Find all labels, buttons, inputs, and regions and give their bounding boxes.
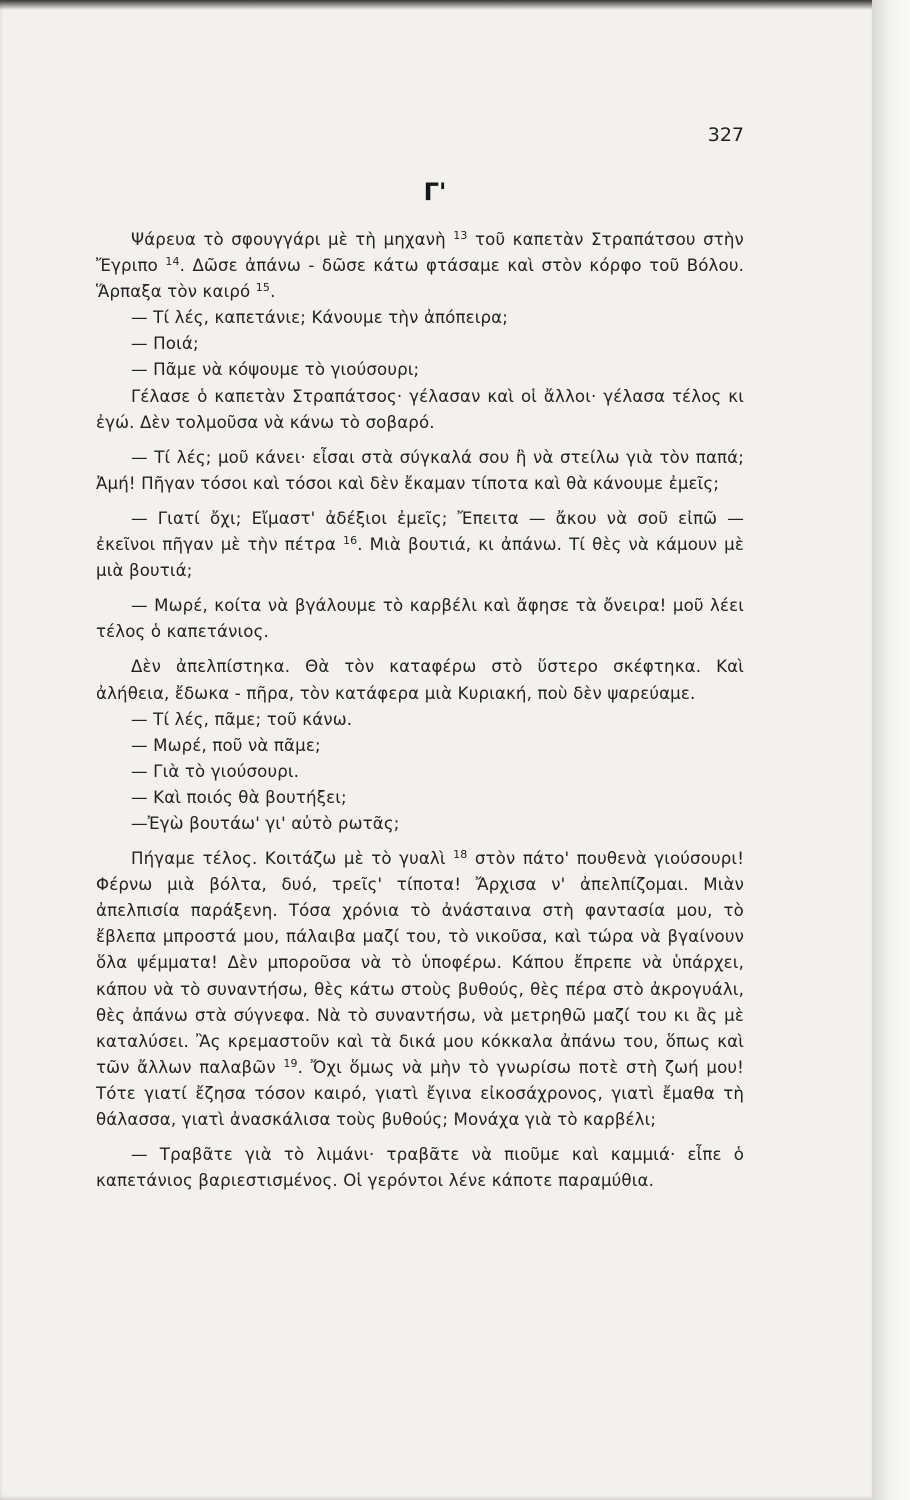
text-run: — Τί λές, καπετάνιε; Κάνουμε τὴν ἀπόπειρα; [131,308,509,328]
footnote-marker: 15 [255,281,271,295]
text-run: . [270,282,276,302]
footnote-marker: 19 [283,1056,298,1070]
text-run: — Γιὰ τὸ γιούσουρι. [131,761,300,781]
footnote-marker: 16 [342,534,358,548]
text-run: — Ποιά; [131,334,199,354]
paragraph [96,506,744,584]
paragraph [96,707,744,733]
text-run: . Ὄχι ὅμως νὰ μὴν τὸ γνωρίσω ποτὲ στὴ ζωή μου! Τότε γιατί ἔζησα τόσον καιρό, γιατὶ ἔγινα εἰκοσάχρονος, γιατὶ ἔμαθα τὴ θάλασσα, γιατὶ ἀνασκάλισα τοὺς βυθούς; Μονάχα γιὰ τὸ καρβέλι; [96,1057,744,1129]
text-run: Πήγαμε τέλος. Κοιτάζω μὲ τὸ γυαλὶ [131,849,454,869]
text-run: —Ἐγὼ βουτάω' γι' αὐτὸ ρωτᾶς; [131,813,400,833]
paragraph [96,733,744,759]
text-run: Γέλασε ὁ καπετὰν Στραπάτσος· γέλασαν καὶ οἱ ἄλλοι· γέλασα τέλος κι ἐγώ. Δὲν τολμοῦσα νὰ κάνω τὸ σοβαρό. [96,386,744,432]
text-run: . Δῶσε ἀπάνω - δῶσε κάτω φτάσαμε καὶ στὸν κόρφο τοῦ Βόλου. Ἅρπαξα τὸν καιρό [96,256,744,302]
paragraph [96,759,744,785]
paragraph [96,846,744,1133]
footnote-marker: 14 [165,255,180,269]
paragraph [96,384,744,436]
text-run: . Μιὰ βουτιά, κι ἀπάνω. Τί θὲς νὰ κάμουν μὲ μιὰ βουτιά; [96,535,744,581]
text-run: — Μωρέ, ποῦ νὰ πᾶμε; [131,735,321,755]
paragraph [96,785,744,811]
text-run: Ψάρευα τὸ σφουγγάρι μὲ τὴ μηχανὴ [131,230,454,249]
paragraph [96,811,744,837]
paragraph [96,305,744,331]
body-text [96,227,744,1194]
page-right-margin [872,0,910,1500]
paragraph [96,445,744,497]
scan-top-edge [0,0,878,10]
text-run: στὸν πάτο' πουθενὰ γιούσουρι! Φέρνω μιὰ βόλτα, δυό, τρεῖς' τίποτα! Ἄρχισα ν' ἀπελπίζομαι. Μιὰν ἀπελπισία παράξενη. Τόσα χρόνια τὸ ἀνάσταινα στὴ φαντασία μου, τὸ ἔβλεπα μπροστά μου, πάλαιβα μαζί του, τὸ νικοῦσα, καὶ τώρα νὰ βγαίνουν ὅλα ψέμματα! Δὲν μποροῦσα νὰ τὸ ὑποφέρω. Κάπου ἔπρεπε νὰ ὑπάρχει, κάπου νὰ τὸ συναντήσω, θὲς κάτω στοὺς βυθούς, θὲς πέρα στὸ ἀκρογυάλι, θὲς ἀπάνω στὰ σύγνεφα. Νὰ τὸ συναντήσω, νὰ μετρηθῶ μαζί του κι ἂς μὲ καταλύσει. Ἂς κρεμαστοῦν καὶ τὰ δικά μου κόκκαλα ἀπάνω του, ὅπως καὶ τῶν ἄλλων παλαβῶν [96,849,744,1077]
text-run: — Τί λές; μοῦ κάνει· εἶσαι στὰ σύγκαλά σου ἢ νὰ στείλω γιὰ τὸν παπά; Ἀμή! Πῆγαν τόσοι καὶ τόσοι καὶ δὲν ἔκαμαν τίποτα καὶ θὰ κάνουμε ἐμεῖς; [96,447,744,493]
text-run: — Τραβᾶτε γιὰ τὸ λιμάνι· τραβᾶτε νὰ πιοῦμε καὶ καμμιά· εἶπε ὁ καπετάνιος βαριεστισμένος. Οἱ γερόντοι λένε κάποτε παραμύθια. [96,1145,744,1191]
page-number: 327 [707,124,744,146]
chapter-heading: Γ' [423,178,447,206]
text-run: Δὲν ἀπελπίστηκα. Θὰ τὸν καταφέρω στὸ ὕστερο σκέφτηκα. Καὶ ἀλήθεια, ἔδωκα - πῆρα, τὸν κατάφερα μιὰ Κυριακή, ποὺ δὲν ψαρεύαμε. [96,657,744,703]
text-run: — Γιατί ὄχι; Εἴμαστ' ἀδέξιοι ἐμεῖς; Ἔπειτα — ἄκου νὰ σοῦ εἰπῶ — ἐκεῖνοι πῆγαν μὲ τὴν πέτρα [96,508,744,555]
paragraph [96,357,744,383]
paragraph [96,227,744,305]
text-run: — Πᾶμε νὰ κόψουμε τὸ γιούσουρι; [131,360,420,380]
text-run: — Μωρέ, κοίτα νὰ βγάλουμε τὸ καρβέλι καὶ ἄφησε τὰ ὄνειρα! μοῦ λέει τέλος ὁ καπετάνιος. [96,596,744,642]
paragraph [96,654,744,706]
text-run: — Τί λές, πᾶμε; τοῦ κάνω. [131,709,353,729]
paragraph [96,1142,744,1194]
text-run: τοῦ καπετὰν Στραπάτσου στὴν Ἔγριπο [96,230,744,276]
text-run: — Καὶ ποιός θὰ βουτήξει; [131,787,347,807]
footnote-marker: 13 [453,229,468,242]
footnote-marker: 18 [453,848,468,862]
paragraph [96,593,744,645]
paragraph [96,331,744,357]
